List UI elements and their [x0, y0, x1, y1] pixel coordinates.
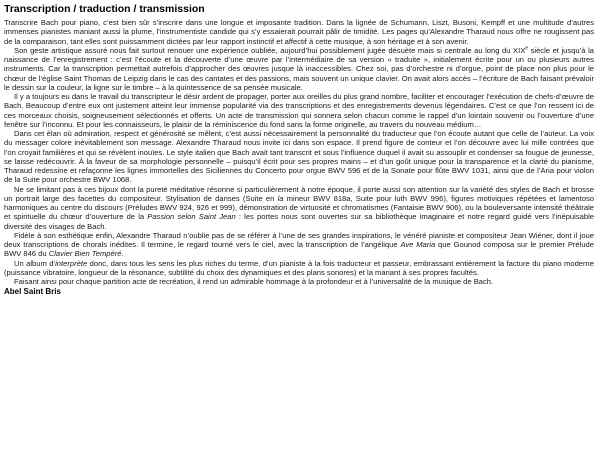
text-run: Son geste artistique assuré nous fait surtout renouer une expérience oubliée, aujourd’hui possiblement jugée désuète mais si centrale au long du XIX — [14, 45, 526, 55]
paragraph-8 — [4, 277, 594, 286]
superscript-text: e — [525, 45, 529, 52]
text-run: Transcrire Bach pour piano, c’est bien sûr s’inscrire dans une longue et imposante tradition. Dans la lignée de Schumann, Liszt, Busoni, Kempff et une multitude d’autres immenses pianistes maniant aussi la plume, l’instrumentiste candide qui s’y essaierait pourrait pâlir de timidité. Les pages qu’Alexandre Tharaud nous offre ne rougissent pas de la comparaison, tant elles sont puissamment dictées par leur rapport instinctif et affectif à cette musique, à son héritage et à son avenir. — [4, 18, 594, 46]
article-title: Transcription / traduction / transmission — [4, 3, 205, 15]
paragraph-4 — [4, 129, 594, 185]
italic-text: Clavier Bien Tempéré — [48, 249, 122, 259]
text-run: Dans cet élan où admiration, respect et générosité se mêlent, c’est aussi nécessairement la personnalité du traducteur que l’on écoute autant que celle de l’auteur. La voix du messager colore inévitablement son message. Alexandre Tharaud nous invite ici dans son espace. Il prend figure de conteur et l’on découvre avec lui mille contrées que l’on croyait familières et qui se révèlent inouïes. Le style italien que Bach avait tant transcrit et sous l’influence duquel il avait su assouplir et condenser sa fougue de jeunesse, se laisse redécouvrir. À la faveur de sa morphologie personnelle – puisqu’il écrit pour ses propres mains – et d’un goût unique pour la transparence et la clarté du pianisme, Tharaud redessine et refaçonne les lignes immortelles des Siciliennes du Concerto pour orgue BWV 596 et de la Sonate pour flûte BWV 1031, ainsi que de l’Aria pour violon de la Suite pour orchestre BWV 1068. — [4, 129, 594, 185]
text-run: Faisant ainsi pour chaque partition acte de recréation, il rend un admirable hommage à la profondeur et à l’universalité de la musique de Bach. — [14, 277, 494, 286]
text-run: : les portes nous sont ouvertes sur sa bibliothèque imaginaire et notre regard guidé vers l’inépuisable diversité des visages de Bach. — [4, 212, 594, 231]
paragraph-1 — [4, 18, 594, 46]
author-signature: Abel Saint Bris — [4, 287, 61, 297]
text-run: . — [121, 249, 124, 259]
italic-text: Passion selon Saint Jean — [147, 212, 236, 222]
text-run: Un album d’ — [14, 258, 56, 268]
article-body — [4, 18, 594, 286]
paragraph-3 — [4, 92, 594, 129]
text-run: Fidèle à son esthétique enfin, Alexandre Tharaud n’oublie pas de se référer à l’une de ses grandes inspirations, le vénéré pianiste et compositeur Jean Wiéner, dont il joue deux transcriptions de chorals inédites. Il termine, le regard tourné vers le ciel, avec la transcription de l’angélique — [4, 230, 594, 249]
paragraph-5 — [4, 185, 594, 231]
text-run: siècle et jusqu’à la naissance de l’enregistrement : c’est l’écoute et la découverte d’une œuvre par l’intermédiaire de sa version « traduite », initialement écrite pour un ou plusieurs autres instruments. Car la transcription permettait autrefois d’approcher des œuvres jusque là inaccessibles. Chez soi, pas d’orchestre ni d’orgue, point de place non plus pour le chœur de l’église Saint Thomas de Leipzig dans le cas des cantates et des passions, mais souvent un unique clavier. On avait alors accès – l’écriture de Bach faisant prévaloir le dessin sur la couleur, la ligne sur le timbre – à la quintessence de sa pensée musicale. — [4, 45, 594, 92]
text-run: donc, dans tous les sens les plus riches du terme, d’un pianiste à la fois traducteur et passeur, embrassant entièrement la facture du piano moderne (puissance vibratoire, longueur de la résonance, subtilité du choix des dynamiques et des plans sonores) et la mariant à ses propres facultés. — [4, 258, 594, 277]
text-run: Ne se limitant pas à ces bijoux dont la pureté méditative résonne si particulièrement à notre époque, il porte aussi son attention sur la variété des styles de Bach et brosse un portrait large des facettes du compositeur. Stylisation de danses (Suite en — [4, 184, 594, 203]
text-run: mineur BWV 818a, Suite pour luth BWV 996), figures motiviques répétées et lamentoso harmoniques au centre du discours (Préludes BWV 924, 926 et 999), démonstration de virtuosité et chromatismes (Fantaisie BWV 906), ou la bouleversante intensité théâtrale et spirituelle du chœur d’ouverture de la — [4, 193, 594, 222]
paragraph-2 — [4, 46, 594, 92]
text-run: Il y a toujours eu dans le travail du transcripteur le désir ardent de propager, porter aux oreilles du plus grand nombre, faciliter et encourager l’exécution de chefs-d’œuvre de Bach. Beaucoup d’entre eux ont justement atteint leur immense popularité via des transcriptions et des enregistrements devenus légendaires. C’est ce que l’on ressent ici de ces morceaux choisis, soigneusement sélectionnés et offerts. Un acte de transmission qui sonnera selon chacun comme le rappel d’un lointain souvenir ou l’ouverture d’une fenêtre sur l’inconnu. Et pour les connaisseurs, le plaisir de la réminiscence du fond sans la forme originelle, au travers du nouveau médium… — [4, 92, 594, 129]
paragraph-6 — [4, 231, 594, 259]
paragraph-7 — [4, 259, 594, 278]
italic-text: la — [277, 193, 284, 203]
italic-text: interprète — [55, 258, 88, 268]
text-run: que Gounod composa sur le premier Prélude BWV 846 du — [4, 240, 594, 259]
document-page — [4, 3, 594, 297]
italic-text: Ave Maria — [400, 240, 436, 249]
